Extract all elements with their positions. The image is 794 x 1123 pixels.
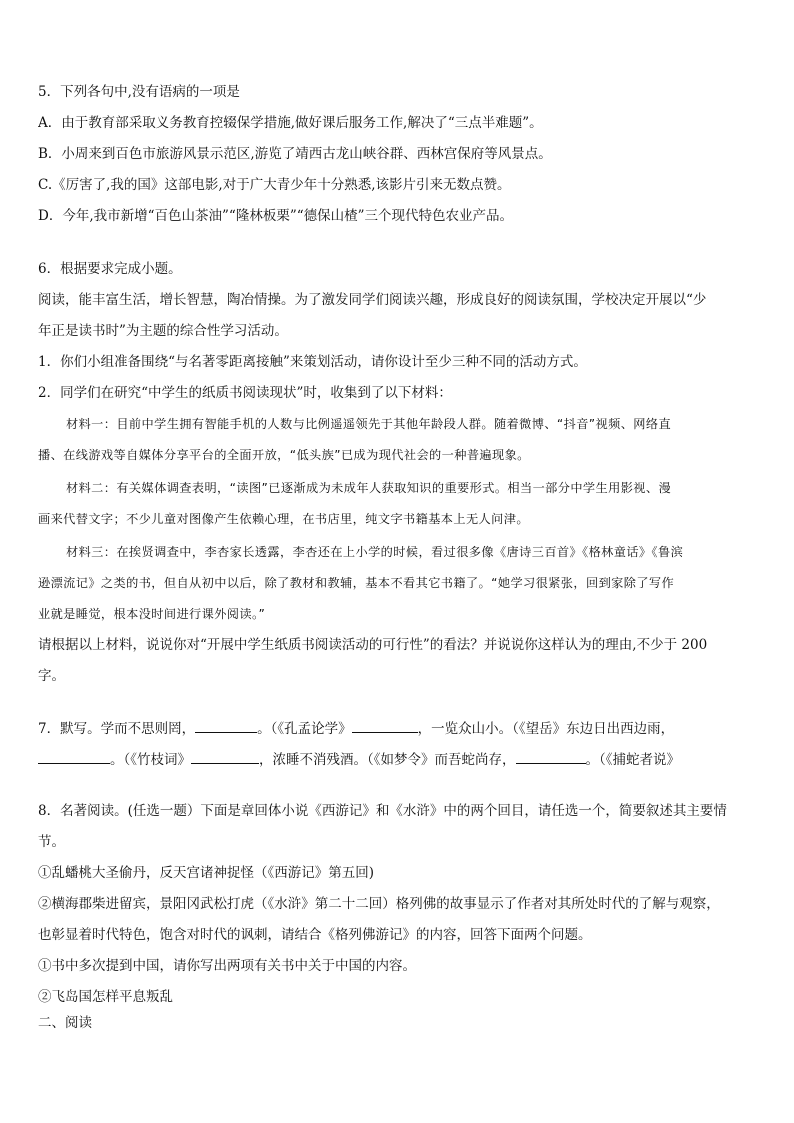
section-title: 二、阅读 [38, 1015, 92, 1031]
material-2-line1: 材料二：有关媒体调查表明，“读图”已逐渐成为未成年人获取知识的重要形式。相当一部分中学生用影视、漫 [66, 481, 672, 495]
q5-option-a: A．由于教育部采取义务教育控辍保学措施,做好课后服务工作,解决了“三点半难题”。 [38, 115, 543, 131]
q5-option-c: C.《厉害了,我的国》这部电影,对于广大青少年十分熟悉,该影片引来无数点赞。 [38, 177, 511, 193]
q8-line1: 8．名著阅读。(任选一题）下面是章回体小说《西游记》和《水浒》中的两个回目，请任选一个，简要叙述其主要情 [38, 803, 727, 819]
q6-intro-line2: 年正是读书时”为主题的综合性学习活动。 [38, 323, 288, 339]
q6-intro-line1: 阅读，能丰富生活，增长智慧，陶冶情操。为了激发同学们阅读兴趣，形成良好的阅读氛围，学校决定开展以“少 [38, 292, 707, 308]
material-3-line3: 业就是睡觉，根本没时间进行课外阅读。” [38, 607, 266, 621]
q7-text-6: 。（《捕蛇者说》 [585, 752, 680, 768]
material-1-line2: 播、在线游戏等自媒体分享平台的全面开放，“低头族”已成为现代社会的一种普遍现象。 [38, 448, 530, 462]
q7-text-3: ，一览众山小。（《望岳》东边日出西边雨， [417, 721, 675, 737]
q6-ask-line2: 字。 [38, 668, 65, 684]
q8-sub2: ②飞岛国怎样平息叛乱 [38, 989, 173, 1005]
q7-blank-3 [38, 749, 110, 764]
q5-stem: 5．下列各句中,没有语病的一项是 [38, 84, 240, 100]
q7-blank-4 [191, 749, 259, 764]
q7-blank-5 [516, 749, 586, 764]
q7-blank-2 [352, 718, 418, 733]
q5-option-b: B．小周来到百色市旅游风景示范区,游览了靖西古龙山峡谷群、西林宫保府等风景点。 [38, 146, 552, 162]
q8-item2-line2: 也彰显着时代特色，饱含对时代的讽刺，请结合《格列佛游记》的内容，回答下面两个问题。 [38, 927, 592, 943]
q6-sub2: 2．同学们在研究“中学生的纸质书阅读现状”时，收集到了以下材料： [38, 385, 452, 401]
q7-line1 [38, 718, 756, 739]
q7-text-5: ，浓睡不消残酒。（《如梦令》而吾蛇尚存， [259, 752, 516, 768]
q7-text-1: 7．默写。学而不思则罔， [38, 721, 196, 737]
q7-text-4: 。（《竹枝词》 [110, 752, 191, 768]
q6-stem: 6．根据要求完成小题。 [38, 261, 182, 277]
q8-item1: ①乱蟠桃大圣偷丹，反天宫诸神捉怪（《西游记》第五回) [38, 865, 375, 881]
material-3-line2: 逊漂流记》之类的书，但自从初中以后，除了教材和教辅，基本不看其它书籍了。“她学习很紧张，回到家除了写作 [38, 576, 675, 590]
q7-line2 [38, 749, 756, 770]
q5-option-d: D．今年,我市新增“百色山茶油”“隆林板栗”“德保山楂”三个现代特色农业产品。 [38, 208, 514, 224]
q6-sub1: 1．你们小组准备围绕“与名著零距离接触”来策划活动，请你设计至少三种不同的活动方式。 [38, 354, 587, 370]
q7-blank-1 [195, 718, 257, 733]
q8-item2-line1: ②横海郡柴进留宾，景阳冈武松打虎（《水浒》第二十二回）格列佛的故事显示了作者对其所处时代的了解与观察， [38, 896, 720, 912]
material-3-line1: 材料三：在挨贤调查中，李杏家长透露，李杏还在上小学的时候，看过很多像《唐诗三百首》《格林童话》《鲁滨 [66, 545, 684, 559]
q6-ask-line1: 请根据以上材料，说说你对“开展中学生纸质书阅读活动的可行性”的看法？并说说你这样认为的理由,不少于 200 [38, 637, 708, 653]
q8-sub1: ①书中多次提到中国，请你写出两项有关书中关于中国的内容。 [38, 958, 416, 974]
material-2-line2: 画来代替文字；不少儿童对图像产生依赖心理，在书店里，纯文字书籍基本上无人问津。 [38, 512, 529, 526]
q8-line2: 节。 [38, 834, 65, 850]
q7-text-2: 。（《孔孟论学》 [257, 721, 352, 737]
material-1-line1: 材料一：目前中学生拥有智能手机的人数与比例遥遥领先于其他年龄段人群。随着微博、“抖音”视频、网络直 [66, 417, 672, 431]
